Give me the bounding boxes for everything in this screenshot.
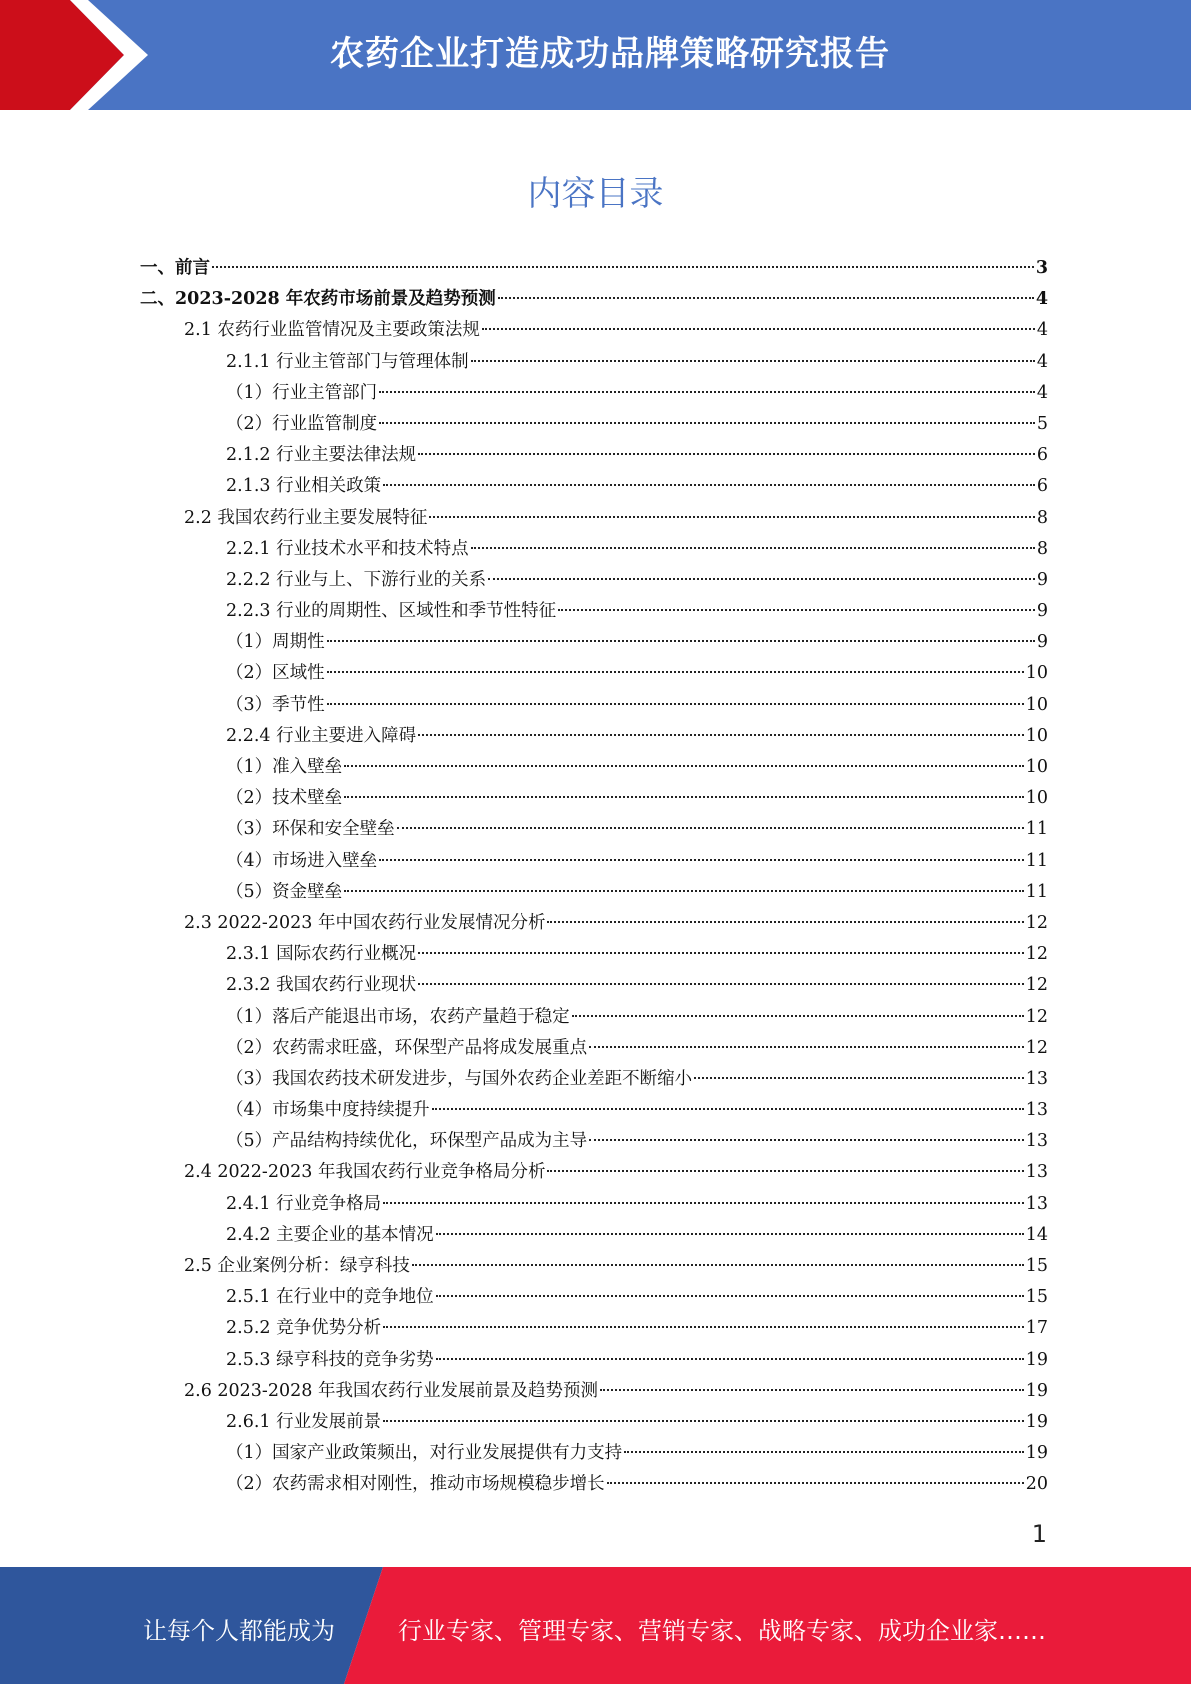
header-arrow-icon (0, 0, 160, 110)
toc-entry-page: 4 (1036, 320, 1048, 341)
toc-entry-label: （4）市场进入壁垒 (226, 850, 378, 871)
toc-leader-dots (436, 1358, 1024, 1360)
toc-leader-dots (383, 1202, 1024, 1204)
toc-entry[interactable] (140, 1064, 1048, 1095)
toc-entry-label: （2）行业监管制度 (226, 413, 378, 434)
toc-leader-dots (379, 859, 1024, 861)
toc-entry[interactable] (140, 253, 1048, 284)
toc-entry[interactable] (140, 347, 1048, 378)
toc-entry-page: 11 (1025, 850, 1048, 871)
toc-entry-page: 13 (1025, 1131, 1048, 1152)
toc-entry-label: （4）市场集中度持续提升 (226, 1100, 430, 1121)
toc-entry-label: 2.5 企业案例分析：绿亨科技 (184, 1256, 410, 1276)
toc-leader-dots (482, 328, 1035, 330)
toc-entry-label: （2）农药需求旺盛，环保型产品将成发展重点 (226, 1037, 588, 1058)
toc-entry-label: 2.3.1 国际农药行业概况 (226, 944, 417, 965)
toc-entry-page: 19 (1025, 1349, 1048, 1370)
toc-entry[interactable] (140, 315, 1048, 346)
toc-entry-page: 9 (1036, 569, 1048, 590)
toc-entry-label: （1）准入壁垒 (226, 757, 343, 777)
toc-leader-dots (418, 734, 1024, 736)
toc-entry-label: （1）国家产业政策频出，对行业发展提供有力支持 (226, 1443, 623, 1464)
toc-entry-label: 2.1.2 行业主要法律法规 (226, 445, 417, 466)
footer-band (0, 1567, 1191, 1684)
toc-entry[interactable] (140, 658, 1048, 689)
toc-leader-dots (344, 796, 1024, 798)
toc-entry[interactable] (140, 783, 1048, 814)
toc-entry-page: 12 (1025, 944, 1048, 965)
toc-entry-page: 12 (1025, 975, 1048, 996)
toc-entry-label: 2.5.1 在行业中的竞争地位 (226, 1287, 434, 1308)
table-of-contents (140, 253, 1048, 1501)
toc-entry-page: 10 (1025, 788, 1048, 809)
toc-leader-dots (471, 360, 1035, 362)
toc-entry-label: （2）区域性 (226, 663, 325, 684)
toc-entry-page: 6 (1036, 476, 1048, 497)
toc-entry[interactable] (140, 1282, 1048, 1313)
toc-entry-label: 2.4.1 行业竞争格局 (226, 1193, 382, 1214)
toc-entry-label: （1）周期性 (226, 632, 325, 653)
toc-entry-label: 2.1 农药行业监管情况及主要政策法规 (184, 320, 480, 341)
toc-leader-dots (436, 1295, 1024, 1297)
toc-entry[interactable] (140, 970, 1048, 1001)
toc-leader-dots (418, 952, 1024, 954)
toc-entry[interactable] (140, 814, 1048, 845)
toc-entry-page: 4 (1036, 351, 1048, 372)
toc-entry-page: 20 (1025, 1474, 1048, 1495)
toc-entry[interactable] (140, 378, 1048, 409)
toc-heading: 内容目录 (527, 174, 664, 214)
toc-leader-dots (572, 1015, 1024, 1017)
toc-entry-label: 2.3 2022-2023 年中国农药行业发展情况分析 (184, 912, 546, 933)
toc-leader-dots (694, 1077, 1024, 1079)
toc-entry[interactable] (140, 534, 1048, 565)
toc-entry-page: 9 (1036, 601, 1048, 622)
toc-entry[interactable] (140, 846, 1048, 877)
toc-entry-label: （3）环保和安全壁垒 (226, 819, 395, 840)
toc-entry-page: 10 (1025, 694, 1048, 715)
toc-leader-dots (498, 297, 1034, 299)
toc-entry-page: 13 (1025, 1068, 1048, 1089)
toc-entry-page: 3 (1035, 258, 1048, 278)
toc-entry-label: 2.2 我国农药行业主要发展特征 (184, 507, 428, 528)
toc-entry[interactable] (140, 1126, 1048, 1157)
toc-entry-label: （3）我国农药技术研发进步，与国外农药企业差距不断缩小 (226, 1068, 693, 1089)
toc-entry-label: （2）技术壁垒 (226, 788, 343, 809)
toc-entry-label: 2.6.1 行业发展前景 (226, 1411, 382, 1432)
toc-entry-page: 15 (1025, 1287, 1048, 1308)
toc-leader-dots (344, 890, 1024, 892)
toc-leader-dots (558, 609, 1035, 611)
toc-entry[interactable] (140, 627, 1048, 658)
toc-entry[interactable] (140, 596, 1048, 627)
toc-entry[interactable] (140, 1345, 1048, 1376)
toc-leader-dots (432, 1108, 1024, 1110)
toc-leader-dots (624, 1451, 1024, 1453)
toc-entry-label: 一、前言 (140, 258, 210, 278)
toc-entry[interactable] (140, 752, 1048, 783)
toc-entry[interactable] (140, 690, 1048, 721)
toc-leader-dots (418, 983, 1024, 985)
toc-entry-label: （2）农药需求相对刚性，推动市场规模稳步增长 (226, 1474, 605, 1495)
toc-leader-dots (383, 1326, 1024, 1328)
toc-leader-dots (547, 1170, 1023, 1172)
toc-entry-page: 13 (1025, 1100, 1048, 1121)
toc-entry[interactable] (140, 1469, 1048, 1500)
toc-entry[interactable] (140, 471, 1048, 502)
toc-entry[interactable] (140, 1033, 1048, 1064)
toc-entry-label: 2.1.1 行业主管部门与管理体制 (226, 351, 469, 372)
toc-entry-page: 4 (1035, 289, 1048, 310)
toc-entry-label: 2.6 2023-2028 年我国农药行业发展前景及趋势预测 (184, 1380, 598, 1401)
toc-leader-dots (547, 921, 1023, 923)
toc-entry[interactable] (140, 1220, 1048, 1251)
page-number: 1 (1031, 1520, 1047, 1548)
toc-entry-page: 6 (1036, 445, 1048, 466)
toc-entry[interactable] (140, 1251, 1048, 1282)
toc-leader-dots (383, 484, 1035, 486)
toc-entry-page: 15 (1025, 1256, 1048, 1276)
toc-leader-dots (471, 547, 1035, 549)
toc-entry-label: （1）落后产能退出市场，农药产量趋于稳定 (226, 1006, 570, 1027)
toc-entry[interactable] (140, 1313, 1048, 1344)
toc-leader-dots (600, 1389, 1024, 1391)
toc-entry[interactable] (140, 1157, 1048, 1188)
header-band (0, 0, 1191, 110)
toc-entry-label: 2.1.3 行业相关政策 (226, 476, 382, 497)
toc-entry-label: （3）季节性 (226, 694, 325, 715)
toc-entry-label: 2.5.3 绿亨科技的竞争劣势 (226, 1349, 434, 1370)
toc-entry[interactable] (140, 409, 1048, 440)
toc-leader-dots (327, 671, 1024, 673)
toc-entry-label: 2.2.1 行业技术水平和技术特点 (226, 538, 469, 559)
toc-leader-dots (607, 1482, 1024, 1484)
toc-leader-dots (379, 422, 1035, 424)
toc-entry-label: 2.4 2022-2023 年我国农药行业竞争格局分析 (184, 1162, 546, 1183)
document-title: 农药企业打造成功品牌策略研究报告 (330, 34, 890, 74)
toc-entry-label: 2.2.3 行业的周期性、区域性和季节性特征 (226, 601, 557, 622)
toc-entry[interactable] (140, 1095, 1048, 1126)
toc-entry-page: 10 (1025, 725, 1048, 746)
toc-leader-dots (436, 1233, 1024, 1235)
toc-entry-page: 11 (1025, 819, 1048, 840)
toc-entry-page: 14 (1025, 1224, 1048, 1245)
toc-entry[interactable] (140, 1189, 1048, 1220)
toc-entry-page: 13 (1025, 1193, 1048, 1214)
toc-entry-label: 2.2.4 行业主要进入障碍 (226, 725, 417, 746)
toc-entry-label: （5）产品结构持续优化，环保型产品成为主导 (226, 1131, 588, 1152)
toc-leader-dots (589, 1139, 1024, 1141)
toc-leader-dots (589, 1046, 1024, 1048)
toc-leader-dots (344, 765, 1024, 767)
toc-entry-page: 4 (1036, 382, 1048, 403)
toc-entry[interactable] (140, 1376, 1048, 1407)
toc-entry-page: 11 (1025, 881, 1048, 902)
toc-leader-dots (397, 827, 1024, 829)
toc-entry[interactable] (140, 721, 1048, 752)
toc-entry[interactable] (140, 1407, 1048, 1438)
toc-entry-label: 2.2.2 行业与上、下游行业的关系 (226, 569, 487, 590)
toc-entry[interactable] (140, 284, 1048, 315)
footer-slogan-left: 让每个人都能成为 (143, 1617, 335, 1645)
footer-slogan-right: 行业专家、管理专家、营销专家、战略专家、成功企业家…… (398, 1617, 1046, 1645)
toc-entry-page: 19 (1025, 1443, 1048, 1464)
toc-entry-page: 19 (1025, 1411, 1048, 1432)
toc-entry-page: 9 (1036, 632, 1048, 653)
toc-entry[interactable] (140, 908, 1048, 939)
toc-entry-label: （1）行业主管部门 (226, 382, 378, 403)
toc-leader-dots (418, 453, 1035, 455)
toc-entry-page: 19 (1025, 1380, 1048, 1401)
toc-entry-page: 10 (1025, 757, 1048, 777)
toc-leader-dots (379, 391, 1035, 393)
toc-leader-dots (412, 1264, 1024, 1266)
toc-entry-label: 2.5.2 竞争优势分析 (226, 1318, 382, 1339)
toc-entry-page: 17 (1025, 1318, 1048, 1339)
toc-entry-label: 2.3.2 我国农药行业现状 (226, 975, 417, 996)
toc-entry-page: 12 (1025, 1037, 1048, 1058)
toc-entry[interactable] (140, 440, 1048, 471)
toc-entry[interactable] (140, 1002, 1048, 1033)
toc-entry-label: （5）资金壁垒 (226, 881, 343, 902)
toc-entry-page: 8 (1036, 538, 1048, 559)
toc-entry-page: 13 (1025, 1162, 1048, 1183)
toc-entry[interactable] (140, 939, 1048, 970)
toc-entry-label: 二、2023-2028 年农药市场前景及趋势预测 (140, 289, 496, 310)
toc-entry-page: 8 (1036, 507, 1048, 528)
toc-entry-label: 2.4.2 主要企业的基本情况 (226, 1224, 434, 1245)
toc-entry-page: 5 (1036, 413, 1048, 434)
toc-entry[interactable] (140, 565, 1048, 596)
toc-entry[interactable] (140, 877, 1048, 908)
toc-entry[interactable] (140, 1438, 1048, 1469)
toc-leader-dots (327, 703, 1024, 705)
toc-entry-page: 10 (1025, 663, 1048, 684)
toc-leader-dots (488, 578, 1035, 580)
toc-leader-dots (383, 1420, 1024, 1422)
toc-leader-dots (327, 640, 1035, 642)
toc-entry-page: 12 (1025, 1006, 1048, 1027)
toc-leader-dots (212, 266, 1034, 268)
toc-entry-page: 12 (1025, 912, 1048, 933)
toc-leader-dots (429, 516, 1034, 518)
toc-entry[interactable] (140, 503, 1048, 534)
